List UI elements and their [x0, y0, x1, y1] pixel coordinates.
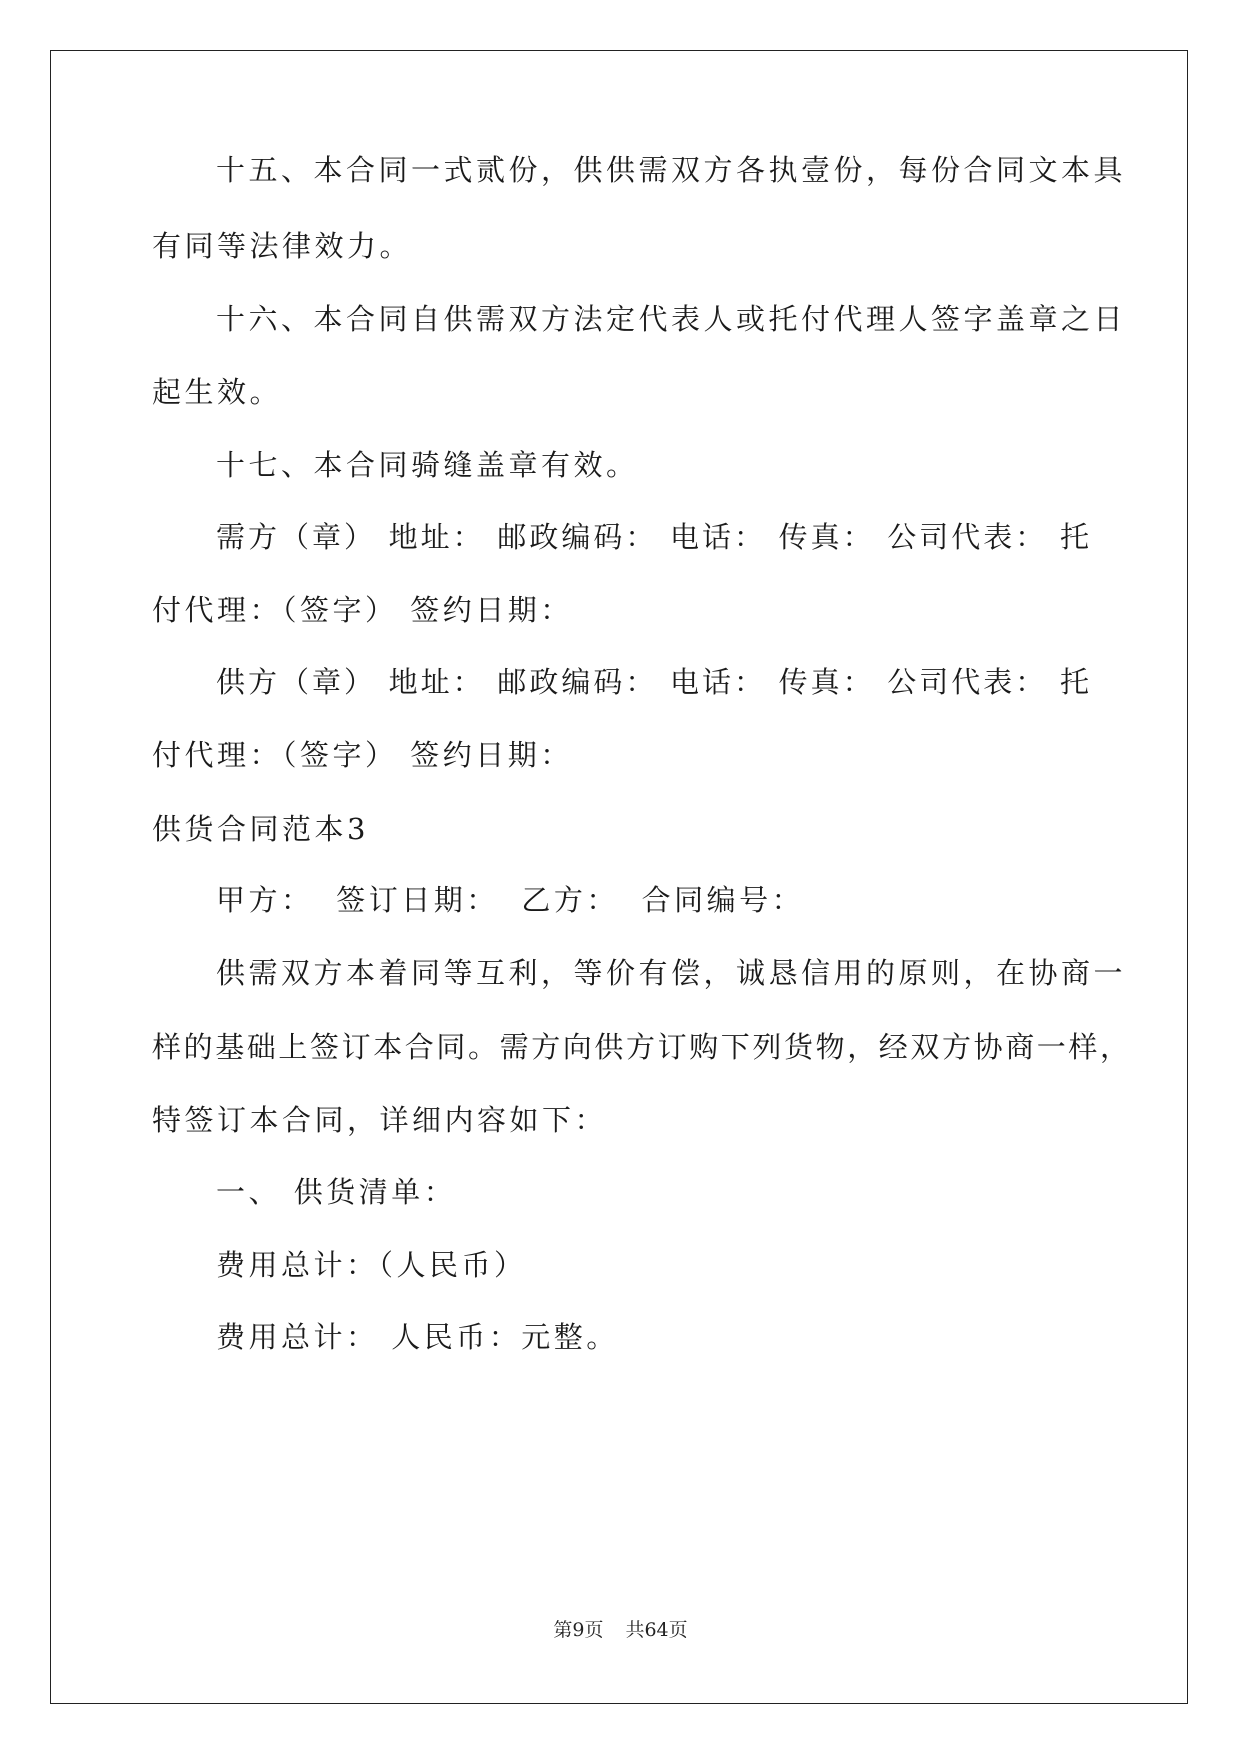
intro-line-3: 特签订本合同，详细内容如下：: [152, 1103, 608, 1137]
total-cost-yuan-line: 费用总计： 人民币：元整。: [216, 1320, 619, 1354]
demand-fax-label: 传真：: [778, 520, 875, 554]
supply-address-label: 地址：: [388, 665, 485, 699]
demand-phone-label: 电话：: [669, 520, 766, 554]
demand-party-row: [152, 517, 1092, 557]
demand-agent-signature-line: 付代理：（签字） 签约日期：: [152, 593, 573, 627]
contract-header-fields: 甲方： 签订日期： 乙方： 合同编号：: [216, 883, 805, 917]
page-total: 共64页: [625, 1619, 688, 1641]
clause-17: 十七、本合同骑缝盖章有效。: [216, 448, 639, 482]
clause-15-line-1: 十五、本合同一式贰份，供供需双方各执壹份，每份合同文本具: [216, 153, 1127, 187]
demand-party-seal: 需方（章）: [216, 520, 377, 554]
clause-16-line-2: 起生效。: [152, 375, 283, 409]
intro-line-1: 供需双方本着同等互利，等价有偿，诚恳信用的原则，在协商一: [216, 956, 1127, 990]
intro-line-2: 样的基础上签订本合同。需方向供方订购下列货物，经双方协商一样，: [152, 1030, 1132, 1064]
clause-16-line-1: 十六、本合同自供需双方法定代表人或托付代理人签字盖章之日: [216, 302, 1127, 336]
demand-representative-label: 公司代表：: [887, 520, 1048, 554]
demand-postcode-label: 邮政编码：: [497, 520, 658, 554]
total-cost-rmb-line: 费用总计：（人民币）: [216, 1248, 527, 1282]
supply-phone-label: 电话：: [669, 665, 766, 699]
supply-fax-label: 传真：: [778, 665, 875, 699]
demand-agent-label-start: 托: [1059, 520, 1092, 554]
page-number: 第9页: [553, 1619, 604, 1641]
supply-party-row: [152, 662, 1092, 702]
supply-postcode-label: 邮政编码：: [497, 665, 658, 699]
clause-15-line-2: 有同等法律效力。: [152, 229, 413, 263]
page-footer: [0, 1618, 1241, 1642]
supply-agent-label-start: 托: [1059, 665, 1092, 699]
section-title: 供货合同范本3: [152, 812, 369, 846]
supply-list-heading: 一、 供货清单：: [216, 1175, 457, 1209]
supply-party-seal: 供方（章）: [216, 665, 377, 699]
supply-agent-signature-line: 付代理：（签字） 签约日期：: [152, 738, 573, 772]
demand-address-label: 地址：: [388, 520, 485, 554]
supply-representative-label: 公司代表：: [887, 665, 1048, 699]
